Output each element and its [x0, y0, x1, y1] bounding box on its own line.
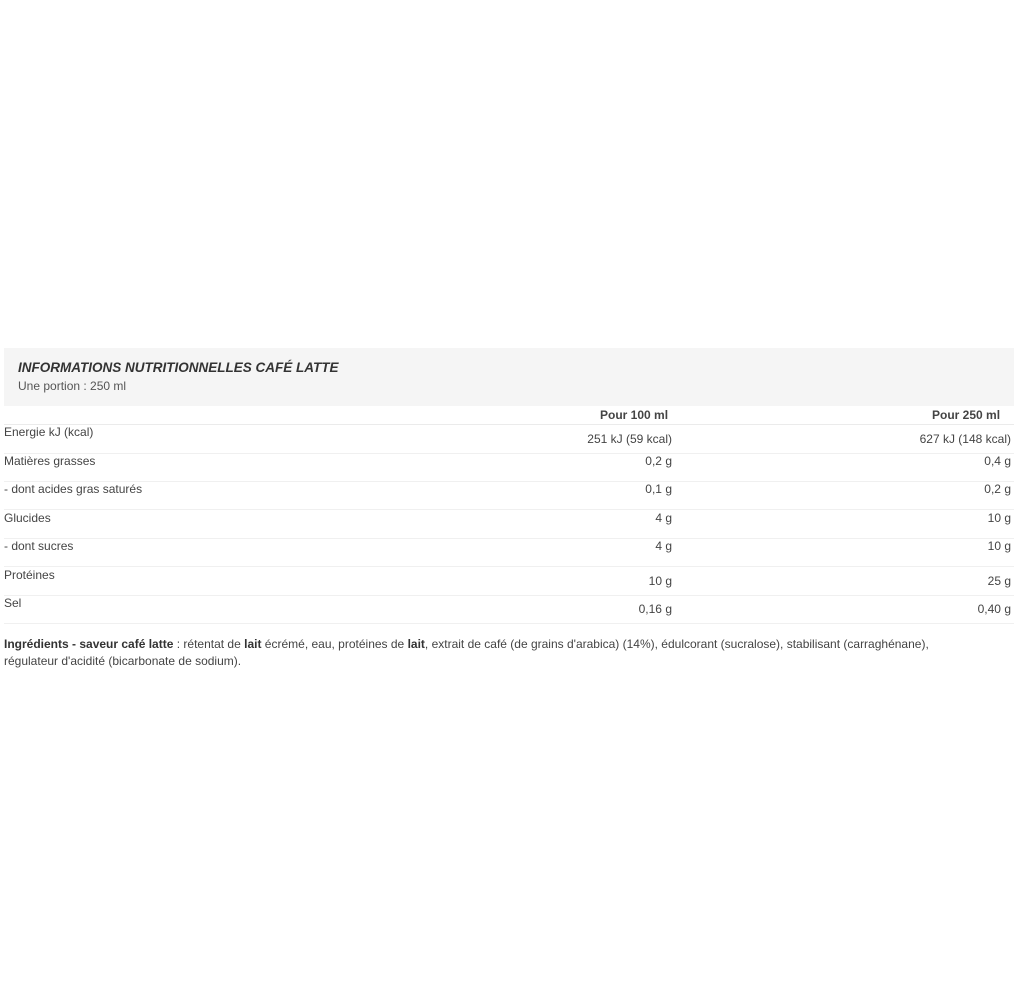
row-label: - dont sucres: [4, 539, 74, 553]
nutrition-title: INFORMATIONS NUTRITIONNELLES CAFÉ LATTE: [18, 360, 339, 375]
row-label: Matières grasses: [4, 454, 96, 468]
ingredients-part: : rétentat de: [173, 637, 245, 651]
value-per-250ml: 25 g: [987, 574, 1011, 588]
value-per-100ml: 0,16 g: [638, 602, 672, 616]
nutrition-header: [4, 348, 1014, 406]
nutrition-table: [4, 348, 1014, 616]
row-label: - dont acides gras saturés: [4, 482, 143, 496]
ingredients-part: écrémé, eau, protéines de: [261, 637, 408, 651]
allergen-milk: lait: [244, 637, 262, 651]
allergen-milk: lait: [407, 637, 425, 651]
row-divider: [4, 509, 1014, 510]
value-per-100ml: 10 g: [648, 574, 672, 588]
value-per-250ml: 0,4 g: [984, 454, 1011, 468]
column-header-per-250ml: Pour 250 ml: [932, 408, 1001, 422]
serving-size: Une portion : 250 ml: [18, 379, 127, 393]
ingredients-heading: Ingrédients - saveur café latte: [4, 637, 174, 651]
table-row-sugars: [4, 539, 1014, 567]
table-row-salt: [4, 596, 1014, 624]
value-per-250ml: 10 g: [987, 539, 1011, 553]
value-per-100ml: 4 g: [655, 539, 672, 553]
value-per-250ml: 627 kJ (148 kcal): [919, 432, 1011, 446]
row-label: Sel: [4, 596, 22, 610]
ingredients-part: , extrait de café (de grains d'arabica) (14%), édulcorant (sucralose), stabilisant (carraghénane), régulateur d'acidité (bicarbonate de sodium).: [4, 637, 929, 668]
value-per-100ml: 251 kJ (59 kcal): [587, 432, 672, 446]
row-divider: [4, 623, 1014, 624]
value-per-100ml: 0,1 g: [645, 482, 672, 496]
table-row-fat: [4, 454, 1014, 482]
row-label: Protéines: [4, 568, 55, 582]
table-row-energy: [4, 425, 1014, 453]
value-per-250ml: 0,40 g: [977, 602, 1011, 616]
row-label: Glucides: [4, 511, 51, 525]
row-label: Energie kJ (kcal): [4, 425, 94, 439]
value-per-250ml: 10 g: [987, 511, 1011, 525]
value-per-100ml: 0,2 g: [645, 454, 672, 468]
column-header-per-100ml: Pour 100 ml: [600, 408, 669, 422]
table-row-protein: [4, 568, 1014, 596]
table-row-saturated-fat: [4, 482, 1014, 510]
table-row-carbohydrates: [4, 511, 1014, 539]
value-per-100ml: 4 g: [655, 511, 672, 525]
ingredients-text: [4, 636, 934, 670]
row-divider: [4, 566, 1014, 567]
value-per-250ml: 0,2 g: [984, 482, 1011, 496]
